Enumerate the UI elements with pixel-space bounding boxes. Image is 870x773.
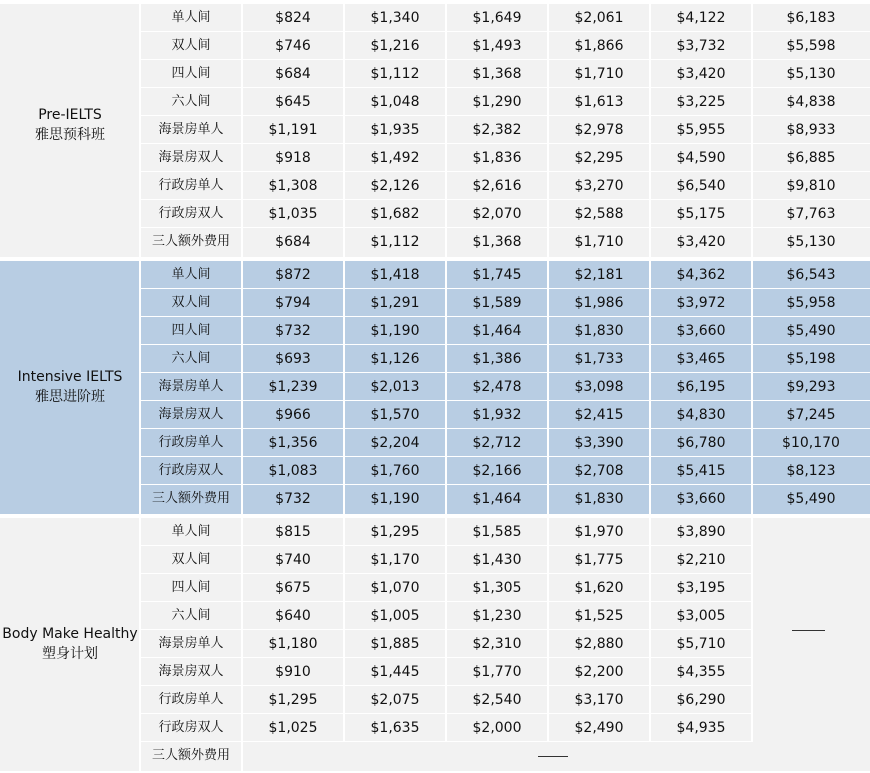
price-cell: $1,190 — [370, 491, 420, 507]
price-cell: $2,061 — [574, 10, 624, 26]
price-cell: $1,356 — [268, 435, 318, 451]
price-cell: $2,978 — [574, 122, 624, 138]
room-type-cell: 行政房双人 — [158, 463, 224, 478]
price-cell: $2,382 — [472, 122, 522, 138]
price-cell: $1,430 — [472, 552, 522, 568]
price-cell: $4,122 — [676, 10, 726, 26]
price-cell: $2,000 — [472, 720, 522, 736]
price-cell: $1,368 — [472, 66, 522, 82]
price-cell: $966 — [275, 407, 311, 423]
table-row — [140, 317, 870, 345]
price-cell: $3,005 — [676, 608, 726, 624]
price-cell: $732 — [275, 323, 311, 339]
price-cell: $9,293 — [786, 379, 836, 395]
price-cell: $4,935 — [676, 720, 726, 736]
price-cell: $5,130 — [786, 234, 836, 250]
price-cell: $1,745 — [472, 267, 522, 283]
price-cell: $1,112 — [370, 234, 420, 250]
price-cell: $684 — [275, 234, 311, 250]
price-cell: $7,245 — [786, 407, 836, 423]
price-cell: $5,175 — [676, 206, 726, 222]
price-cell: $5,958 — [786, 295, 836, 311]
program-block — [0, 518, 870, 771]
room-type-cell: 海景房单人 — [158, 636, 224, 651]
price-cell: $2,478 — [472, 379, 522, 395]
price-cell: $1,239 — [268, 379, 318, 395]
price-cell: $5,198 — [786, 351, 836, 367]
price-cell: $1,070 — [370, 580, 420, 596]
price-cell: $910 — [275, 664, 311, 680]
table-row — [140, 485, 870, 513]
price-cell: $2,181 — [574, 267, 624, 283]
price-cell: $1,025 — [268, 720, 318, 736]
room-type-cell: 单人间 — [171, 10, 211, 25]
price-cell: $1,525 — [574, 608, 624, 624]
price-cell: $3,390 — [574, 435, 624, 451]
price-cell: $1,492 — [370, 150, 420, 166]
price-cell: $645 — [275, 94, 311, 110]
price-cell: $732 — [275, 491, 311, 507]
price-cell: $1,493 — [472, 38, 522, 54]
room-type-cell: 三人额外费用 — [151, 234, 230, 249]
price-cell: $1,710 — [574, 234, 624, 250]
price-cell: $10,170 — [782, 435, 840, 451]
price-cell: $1,035 — [268, 206, 318, 222]
price-cell: $8,123 — [786, 463, 836, 479]
price-cell: $2,166 — [472, 463, 522, 479]
price-cell: $3,270 — [574, 178, 624, 194]
table-row — [140, 373, 870, 401]
price-cell: $8,933 — [786, 122, 836, 138]
price-cell: $1,770 — [472, 664, 522, 680]
price-cell: $684 — [275, 66, 311, 82]
price-cell: $1,216 — [370, 38, 420, 54]
price-cell: $1,932 — [472, 407, 522, 423]
table-row — [140, 742, 870, 770]
program-name-en: Intensive IELTS — [17, 369, 123, 385]
price-cell: $2,210 — [676, 552, 726, 568]
price-cell: $1,986 — [574, 295, 624, 311]
price-cell: $1,635 — [370, 720, 420, 736]
price-cell: $5,130 — [786, 66, 836, 82]
price-cell: $1,970 — [574, 524, 624, 540]
price-cell: $4,355 — [676, 664, 726, 680]
price-cell: $693 — [275, 351, 311, 367]
price-cell: $1,112 — [370, 66, 420, 82]
price-cell: $2,540 — [472, 692, 522, 708]
price-cell: $1,649 — [472, 10, 522, 26]
price-cell: $2,295 — [574, 150, 624, 166]
room-type-cell: 行政房单人 — [158, 692, 224, 707]
price-cell: $3,660 — [676, 491, 726, 507]
room-type-cell: 海景房双人 — [158, 150, 224, 165]
price-cell: $1,775 — [574, 552, 624, 568]
room-type-cell: 行政房双人 — [158, 206, 224, 221]
price-cell: $1,291 — [370, 295, 420, 311]
price-cell: $2,712 — [472, 435, 522, 451]
room-type-cell: 六人间 — [171, 608, 211, 623]
price-cell: $3,098 — [574, 379, 624, 395]
room-type-cell: 海景房单人 — [158, 379, 224, 394]
table-row — [140, 172, 870, 200]
price-cell: $2,708 — [574, 463, 624, 479]
table-row — [140, 228, 870, 256]
price-cell: $1,589 — [472, 295, 522, 311]
price-cell: $3,465 — [676, 351, 726, 367]
price-cell: $2,204 — [370, 435, 420, 451]
price-cell: $6,195 — [676, 379, 726, 395]
table-row — [140, 144, 870, 172]
table-row — [140, 429, 870, 457]
table-row — [140, 630, 870, 658]
price-cell: $3,732 — [676, 38, 726, 54]
price-cell: $2,013 — [370, 379, 420, 395]
table-row — [140, 457, 870, 485]
program-block — [0, 261, 870, 514]
program-name-cn: 雅思预科班 — [35, 127, 105, 143]
price-cell: $1,830 — [574, 491, 624, 507]
price-cell: $1,340 — [370, 10, 420, 26]
table-row — [140, 116, 870, 144]
price-cell: $2,616 — [472, 178, 522, 194]
price-cell: $1,885 — [370, 636, 420, 652]
room-type-cell: 三人额外费用 — [151, 491, 230, 506]
table-row — [140, 686, 870, 714]
price-cell: $1,305 — [472, 580, 522, 596]
price-cell: $1,733 — [574, 351, 624, 367]
price-cell: $5,490 — [786, 323, 836, 339]
program-name-cn: 塑身计划 — [42, 646, 98, 662]
price-cell: $7,763 — [786, 206, 836, 222]
program-name-cn: 雅思进阶班 — [35, 389, 105, 405]
price-cell: $6,183 — [786, 10, 836, 26]
room-type-cell: 六人间 — [171, 94, 211, 109]
table-row — [140, 289, 870, 317]
room-type-cell: 双人间 — [171, 38, 211, 53]
price-cell: $4,830 — [676, 407, 726, 423]
price-cell: $2,588 — [574, 206, 624, 222]
price-cell: $5,598 — [786, 38, 836, 54]
price-cell: $5,490 — [786, 491, 836, 507]
room-type-cell: 行政房单人 — [158, 178, 224, 193]
price-cell: $794 — [275, 295, 311, 311]
price-cell: $3,890 — [676, 524, 726, 540]
table-row — [140, 4, 870, 32]
price-cell: $3,972 — [676, 295, 726, 311]
price-cell: $3,195 — [676, 580, 726, 596]
price-cell: $872 — [275, 267, 311, 283]
room-type-cell: 四人间 — [171, 66, 211, 81]
price-cell: $5,415 — [676, 463, 726, 479]
price-cell: $6,540 — [676, 178, 726, 194]
price-cell: $1,866 — [574, 38, 624, 54]
table-row — [140, 602, 870, 630]
price-cell: $2,490 — [574, 720, 624, 736]
price-cell: $675 — [275, 580, 311, 596]
price-cell: $2,310 — [472, 636, 522, 652]
price-cell: $1,935 — [370, 122, 420, 138]
room-type-cell: 海景房双人 — [158, 407, 224, 422]
price-cell: $1,830 — [574, 323, 624, 339]
table-row — [140, 518, 870, 546]
price-cell: $1,464 — [472, 323, 522, 339]
price-cell: $640 — [275, 608, 311, 624]
price-cell: $3,170 — [574, 692, 624, 708]
price-cell: $3,660 — [676, 323, 726, 339]
price-cell: $1,170 — [370, 552, 420, 568]
table-row — [140, 345, 870, 373]
price-cell: $1,180 — [268, 636, 318, 652]
price-cell: $918 — [275, 150, 311, 166]
price-cell: $1,682 — [370, 206, 420, 222]
price-cell: $1,126 — [370, 351, 420, 367]
price-cell: $1,585 — [472, 524, 522, 540]
room-type-cell: 双人间 — [171, 295, 211, 310]
price-cell: $1,048 — [370, 94, 420, 110]
price-cell: $740 — [275, 552, 311, 568]
price-cell: $2,200 — [574, 664, 624, 680]
room-type-cell: 海景房双人 — [158, 664, 224, 679]
table-row — [140, 546, 870, 574]
price-cell: $2,075 — [370, 692, 420, 708]
room-type-cell: 六人间 — [171, 351, 211, 366]
room-type-cell: 行政房单人 — [158, 435, 224, 450]
price-cell: $1,613 — [574, 94, 624, 110]
price-cell: $1,295 — [268, 692, 318, 708]
table-row — [140, 60, 870, 88]
room-type-cell: 海景房单人 — [158, 122, 224, 137]
price-cell: $2,880 — [574, 636, 624, 652]
table-row — [140, 88, 870, 116]
price-cell: $6,290 — [676, 692, 726, 708]
table-row — [140, 401, 870, 429]
table-row — [140, 261, 870, 289]
price-cell: $1,710 — [574, 66, 624, 82]
room-type-cell: 行政房双人 — [158, 720, 224, 735]
price-cell: $1,570 — [370, 407, 420, 423]
table-row — [140, 658, 870, 686]
price-cell: $1,308 — [268, 178, 318, 194]
price-cell: $3,420 — [676, 66, 726, 82]
price-cell: $2,415 — [574, 407, 624, 423]
price-cell: $1,445 — [370, 664, 420, 680]
price-cell: $1,005 — [370, 608, 420, 624]
empty-dash — [538, 756, 568, 757]
table-row — [140, 714, 870, 742]
room-type-cell: 单人间 — [171, 524, 211, 539]
price-cell: $6,543 — [786, 267, 836, 283]
price-cell: $1,418 — [370, 267, 420, 283]
price-cell: $1,190 — [370, 323, 420, 339]
price-cell: $1,290 — [472, 94, 522, 110]
room-type-cell: 四人间 — [171, 323, 211, 338]
price-cell: $2,070 — [472, 206, 522, 222]
price-cell: $2,126 — [370, 178, 420, 194]
price-cell: $5,955 — [676, 122, 726, 138]
price-cell: $5,710 — [676, 636, 726, 652]
table-row — [140, 200, 870, 228]
room-type-cell: 双人间 — [171, 552, 211, 567]
room-type-cell: 单人间 — [171, 267, 211, 282]
empty-dash — [792, 630, 825, 631]
price-cell: $4,590 — [676, 150, 726, 166]
table-row — [140, 32, 870, 60]
program-label — [0, 624, 140, 664]
program-block — [0, 4, 870, 257]
price-cell: $9,810 — [786, 178, 836, 194]
price-cell: $1,191 — [268, 122, 318, 138]
price-cell: $1,836 — [472, 150, 522, 166]
program-name-en: Pre-IELTS — [38, 107, 102, 123]
price-cell: $6,780 — [676, 435, 726, 451]
price-cell: $1,620 — [574, 580, 624, 596]
price-cell: $4,838 — [786, 94, 836, 110]
program-label — [0, 367, 140, 407]
table-row — [140, 574, 870, 602]
price-cell: $3,420 — [676, 234, 726, 250]
price-cell: $4,362 — [676, 267, 726, 283]
price-cell: $824 — [275, 10, 311, 26]
price-cell: $1,464 — [472, 491, 522, 507]
price-cell: $1,295 — [370, 524, 420, 540]
room-type-cell: 三人额外费用 — [151, 748, 230, 763]
price-cell: $3,225 — [676, 94, 726, 110]
price-cell: $815 — [275, 524, 311, 540]
price-cell: $1,760 — [370, 463, 420, 479]
price-cell: $6,885 — [786, 150, 836, 166]
price-cell: $1,386 — [472, 351, 522, 367]
program-label — [0, 105, 140, 145]
program-name-en: Body Make Healthy — [2, 626, 138, 642]
room-type-cell: 四人间 — [171, 580, 211, 595]
price-cell: $746 — [275, 38, 311, 54]
price-cell: $1,230 — [472, 608, 522, 624]
price-cell: $1,083 — [268, 463, 318, 479]
price-cell: $1,368 — [472, 234, 522, 250]
